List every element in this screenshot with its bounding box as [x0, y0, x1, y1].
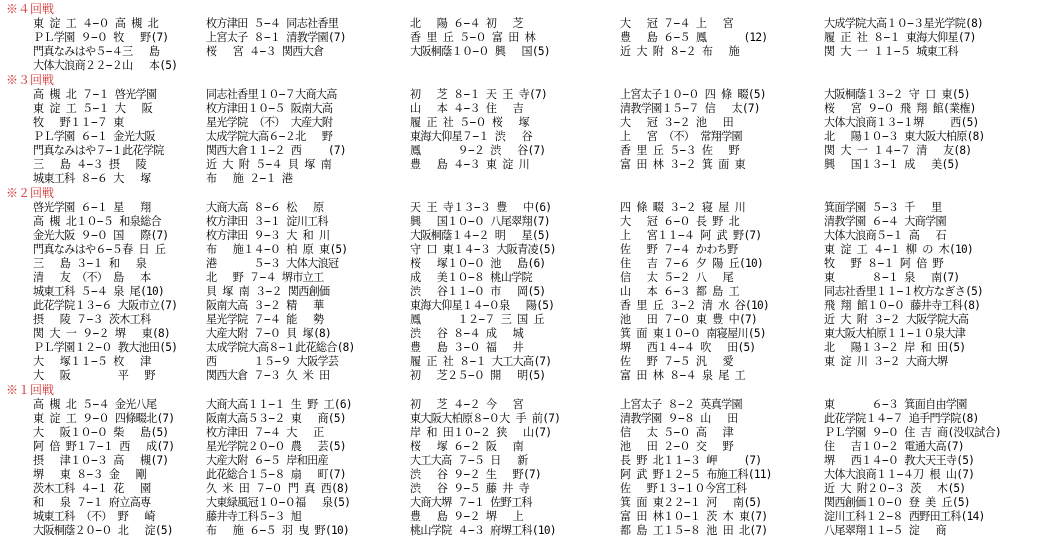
- game-result: 阿 武 野１２−５ 布施工科(11): [620, 468, 772, 481]
- game-result: 大 冠 ７−４ 上 宮: [620, 17, 734, 30]
- game-result: 豊 島 ６−５ 鳳 (12): [620, 31, 768, 44]
- game-result: 桜 宮 ４−３ 関西大倉: [206, 45, 324, 58]
- game-result: 大産大附 ７−０ 貝 塚(8): [206, 327, 332, 340]
- game-result: 阪南大高 ３−２ 精 華: [206, 299, 324, 312]
- results-row: [6, 369, 1050, 383]
- game-result: 堺 東 ８−３ 金 剛: [33, 468, 147, 481]
- game-result: 城東工科 （不） 野 崎: [33, 510, 155, 523]
- game-result: 淀川工科１２−８ 西野田工科(14): [824, 510, 985, 523]
- game-result: 近 大 附２０−３ 茨 木(5): [824, 482, 966, 495]
- game-result: 藤井寺工科５−３ 旭: [206, 510, 302, 523]
- results-row: [6, 299, 1050, 313]
- results-row: [6, 130, 1050, 144]
- game-result: 四 條 畷 ３−２ 寝 屋 川: [620, 201, 746, 214]
- game-result: 高 槻 北 ５−４ 金光八尾: [33, 398, 157, 411]
- game-result: 高 槻 北 ７−１ 啓光学園: [33, 88, 157, 101]
- results-row: [6, 468, 1050, 482]
- game-result: 長 野 北１１−３ 岬 (7): [620, 454, 762, 467]
- game-result: 関西創価１０−０ 登 美 丘(5): [824, 496, 970, 509]
- results-row: [6, 412, 1050, 426]
- game-result: 住 吉 ７−６ 夕 陽 丘(10): [620, 257, 763, 270]
- game-result: 香 里 丘 ５−３ 佐 野: [620, 144, 740, 157]
- game-result: 箕 面 東１０−０ 南寝屋川(5): [620, 327, 766, 340]
- game-result: 大東緑風冠１０−０福 泉(5): [206, 496, 351, 509]
- game-result: 金光大阪 ９−０ 国 際(7): [33, 229, 169, 242]
- game-result: 上 宮 （不） 常翔学園: [620, 130, 742, 143]
- game-result: 興 国１０−０ 八尾翠翔(7): [410, 215, 550, 228]
- game-result: 東海大仰星１４−０泉 陽(5): [410, 299, 555, 312]
- game-result: 牧 野 ８−１ 阿 倍 野: [824, 257, 944, 270]
- game-result: 貝 塚 南 ３−２ 関西創価: [206, 285, 330, 298]
- game-result: 信 太 ５−２ 八 尾: [620, 271, 734, 284]
- results-row: [6, 102, 1050, 116]
- round-section: [6, 2, 1050, 73]
- results-row: [6, 524, 1050, 538]
- results-row: [6, 229, 1050, 243]
- game-result: 門真なみはや６−５春 日 丘: [33, 243, 166, 256]
- game-result: 西 １５−９ 大阪学芸: [206, 355, 339, 368]
- game-result: 枚方津田 ３−１ 淀川工科: [206, 215, 328, 228]
- game-result: 北 野 ７−４ 堺市立工: [206, 271, 324, 284]
- round-title: ※２回戦: [6, 186, 55, 200]
- game-result: 東 ８−１ 泉 南(7): [824, 271, 960, 284]
- game-result: 大商大堺 ７−１ 佐野工科: [410, 496, 532, 509]
- results-row: [6, 59, 1050, 73]
- game-result: 佐 野１３−１０今宮工科: [620, 482, 747, 495]
- game-result: 東 ６−３ 箕面自由学園: [824, 398, 967, 411]
- game-result: 近 大 附 ３−２ 大阪学院大高: [824, 313, 969, 326]
- game-result: 清教学園 ６−４ 大商学園: [824, 215, 946, 228]
- game-result: 堺 西１４−４ 吹 田(5): [620, 341, 756, 354]
- game-result: 啓光学園 ６−１ 星 翔: [33, 201, 151, 214]
- game-result: 堺 西１４−０ 教大天王寺(5): [824, 454, 975, 467]
- game-result: 山 本 ４−３ 住 吉: [410, 102, 524, 115]
- game-result: 此花学院１４−７ 追手門学院(8): [824, 412, 979, 425]
- results-row: [6, 482, 1050, 496]
- game-result: 初 芝２５−０ 開 明(5): [410, 369, 546, 382]
- game-result: 渋 谷 ９−２ 生 野(7): [410, 468, 541, 481]
- game-result: 関西大倉 ７−３ 久 米 田: [206, 369, 330, 382]
- game-result: 星光学院 ７−４ 能 勢: [206, 313, 324, 326]
- game-result: 牧 野１１−７ 東: [33, 116, 124, 129]
- game-result: 枚方津田 ７−４ 大 正: [206, 426, 324, 439]
- game-result: 布 施 ６−５ 羽 曳 野(10): [206, 524, 349, 537]
- game-result: 山 本 ６−３ 都 島 工: [620, 285, 740, 298]
- game-result: 大産大附 ６−５ 岸和田産: [206, 454, 328, 467]
- game-result: 港 ５−３ 大体大浪冠: [206, 257, 339, 270]
- game-result: 初 芝 ８−１ 天 王 寺(7): [410, 88, 547, 101]
- game-result: 東 淀 工 ９−０ 四條畷北(7): [33, 412, 175, 425]
- results-row: [6, 496, 1050, 510]
- game-result: 東大阪大柏原１１−１０泉大津: [824, 327, 966, 340]
- game-result: 北 陽 ６−４ 初 芝: [410, 17, 524, 30]
- results-row: [6, 355, 1050, 369]
- game-result: 大阪桐蔭１０−０ 興 国(5): [410, 45, 550, 58]
- game-result: 岸 和 田１０−２ 狭 山(7): [410, 426, 552, 439]
- game-result: 富 田 林 ３−２ 箕 面 東: [620, 158, 746, 171]
- game-result: 三 島 ３−１ 和 泉: [33, 257, 147, 270]
- game-result: 北 陽１０−３ 東大阪大柏原(8): [824, 130, 985, 143]
- results-row: [6, 327, 1050, 341]
- game-result: 渋 谷 ９−５ 藤 井 寺: [410, 482, 530, 495]
- game-result: 高 槻 北１０−５ 和泉総合: [33, 215, 161, 228]
- results-row: [6, 215, 1050, 229]
- results-row: [6, 88, 1050, 102]
- game-result: 大体大浪商１３−１堺 西(5): [824, 116, 979, 129]
- game-result: 東大阪大柏原８−０大 手 前(7): [410, 412, 561, 425]
- game-result: 摂 陵 ７−３ 茨木工科: [33, 313, 151, 326]
- results-row: [6, 257, 1050, 271]
- game-result: 八尾翠翔１１−５ 淀 商: [824, 524, 946, 537]
- results-row: [6, 172, 1050, 186]
- game-result: 近 大 附 ５−４ 貝 塚 南: [206, 158, 332, 171]
- game-result: 門真なみはや７−１此花学院: [33, 144, 164, 157]
- game-result: 城東工科 ８−６ 大 塚: [33, 172, 151, 185]
- results-row: [6, 398, 1050, 412]
- results-row: [6, 17, 1050, 31]
- game-result: 大阪桐蔭１４−２ 明 星(5): [410, 229, 550, 242]
- game-result: 富 田 林１０−１ 茨 木 東(7): [620, 510, 768, 523]
- round-section: [6, 73, 1050, 186]
- game-result: ＰＬ学園 ９−０ 牧 野(7): [33, 31, 169, 44]
- game-result: 履 正 社 ８−１ 大工大高(7): [410, 355, 552, 368]
- results-row: [6, 313, 1050, 327]
- game-result: 上宮太子 ８−１ 清教学園(7): [206, 31, 346, 44]
- game-result: 三 島 ４−３ 摂 陵: [33, 158, 147, 171]
- results-row: [6, 341, 1050, 355]
- game-result: 大 阪 平 野: [33, 369, 155, 382]
- game-result: 布 施１４−０ 柏 原 東(5): [206, 243, 348, 256]
- game-result: 清 友 （不） 島 本: [33, 271, 151, 284]
- game-result: 清教学園 ９−８ 山 田: [620, 412, 738, 425]
- game-result: 阪南大高５３−２ 東 商(5): [206, 412, 346, 425]
- game-result: 箕面学園 ５−３ 千 里: [824, 201, 942, 214]
- game-result: 佐 野 ７−５ 汎 愛: [620, 355, 734, 368]
- results-row: [6, 440, 1050, 454]
- game-result: 太成学院大高６−２北 野: [206, 130, 333, 143]
- results-row: [6, 201, 1050, 215]
- game-result: 大阪桐蔭２０−０ 北 淀(5): [33, 524, 173, 537]
- game-result: 和 泉 ７−１ 府立高専: [33, 496, 151, 509]
- game-result: 豊 島 ９−２ 堺 上: [410, 510, 524, 523]
- game-result: 星光学院２０−０ 農 芸(5): [206, 440, 346, 453]
- game-result: 鳳 ９−２ 渋 谷(7): [410, 144, 546, 157]
- game-result: 関 大 一 １１−５ 城東工科: [824, 45, 958, 58]
- game-result: 阿 倍 野１７−１ 西 成(7): [33, 440, 175, 453]
- game-result: ＰＬ学園１２−０ 教大池田(5): [33, 341, 178, 354]
- game-result: 飛 翔 館１０−０ 藤井寺工科(8): [824, 299, 981, 312]
- round-title: ※３回戦: [6, 73, 55, 87]
- game-result: 大 冠 ３−２ 池 田: [620, 116, 734, 129]
- game-result: 枚方津田 ９−３ 大 和 川: [206, 229, 330, 242]
- results-row: [6, 158, 1050, 172]
- game-result: 鳳 １２−７ 三 国 丘: [410, 313, 544, 326]
- game-result: 住 吉１０−２ 電通大高(7): [824, 440, 964, 453]
- game-result: 桜 塚１０−０ 池 島(6): [410, 257, 546, 270]
- results-row: [6, 510, 1050, 524]
- game-result: 大商大高１１−１ 生 野 工(6): [206, 398, 352, 411]
- round-title: ※１回戦: [6, 383, 55, 397]
- results-row: [6, 45, 1050, 59]
- game-result: 佐 野 ７−４ かわち野: [620, 243, 738, 256]
- game-result: 摂 津１０−３ 高 槻(7): [33, 454, 169, 467]
- results-row: [6, 426, 1050, 440]
- game-result: 上宮太子１０−０ 四 條 畷(5): [620, 88, 766, 101]
- game-result: 信 太 ５−０ 高 津: [620, 426, 734, 439]
- game-result: 上宮太子 ８−２ 英真学園: [620, 398, 742, 411]
- game-result: 履 正 社 ８−１ 東海大仰星(7): [824, 31, 976, 44]
- game-result: 成 美１０−８ 桃山学院: [410, 271, 532, 284]
- game-result: 門真なみはや５−４三 島: [33, 45, 160, 58]
- game-result: 同志社香里１０−７大商大高: [206, 88, 337, 101]
- game-result: 桜 塚 ６−２ 阪 南: [410, 440, 524, 453]
- game-result: 富 田 林 ８−４ 泉 尾 工: [620, 369, 746, 382]
- game-result: 香 里 丘 ５−０ 富 田 林: [410, 31, 536, 44]
- game-result: 清教学園１５−７ 信 太(7): [620, 102, 760, 115]
- game-result: 東 淀 工 ４−０ 高 槻 北: [33, 17, 159, 30]
- game-result: 豊 島 ３−０ 福 井: [410, 341, 524, 354]
- game-result: 北 陽１３−２ 岸 和 田(5): [824, 341, 966, 354]
- results-row: [6, 144, 1050, 158]
- game-result: 大体大浪商５−１ 高 石: [824, 229, 946, 242]
- game-result: 池 田 ７−０ 東 豊 中(7): [620, 313, 757, 326]
- results-row: [6, 31, 1050, 45]
- game-result: 枚方津田１０−５ 阪南大高: [206, 102, 333, 115]
- game-result: 大工大高 ７−５ 日 新: [410, 454, 528, 467]
- game-result: 大 冠 ６−０ 長 野 北: [620, 215, 740, 228]
- game-result: 池 田 ２−０ 交 野: [620, 440, 734, 453]
- game-result: 関 大 一 ９−２ 堺 東(8): [33, 327, 170, 340]
- game-result: 渋 谷 ８−４ 成 城: [410, 327, 524, 340]
- game-result: 太成学院大高８−１此花総合(8): [206, 341, 355, 354]
- game-result: 箕 面 東２２−１ 河 南(5): [620, 496, 762, 509]
- game-result: 大体大浪商１１−４刀 根 山(7): [824, 468, 975, 481]
- game-result: 東 淀 川 ３−２ 大商大堺: [824, 355, 948, 368]
- game-result: 大体大浪商２２−２山 本(5): [33, 59, 178, 72]
- results-row: [6, 454, 1050, 468]
- game-result: ＰＬ学園 ９−０ 住 吉 商(没収試合): [824, 426, 1001, 439]
- game-result: 大阪桐蔭１３−２ 守 口 東(5): [824, 88, 970, 101]
- game-result: 上 宮１１−４ 阿 武 野(7): [620, 229, 762, 242]
- game-result: 布 施 ２−１ 港: [206, 172, 293, 185]
- results-sheet: [6, 2, 1050, 538]
- game-result: 都 島 工１５−８ 池 田 北(7): [620, 524, 768, 537]
- game-result: 大 阪１０−０ 柴 島(5): [33, 426, 169, 439]
- game-result: 大商大高 ８−６ 松 原: [206, 201, 324, 214]
- game-result: ＰＬ学園 ６−１ 金光大阪: [33, 130, 155, 143]
- game-result: 履 正 社 ５−０ 桜 塚: [410, 116, 530, 129]
- game-result: 東 淀 工 ４−１ 柳 の 木(10): [824, 243, 973, 256]
- game-result: 初 芝 ４−２ 今 宮: [410, 398, 524, 411]
- game-result: 大 塚１１−５ 枚 津: [33, 355, 151, 368]
- game-result: 渋 谷１１−０ 市 岡(5): [410, 285, 546, 298]
- results-row: [6, 271, 1050, 285]
- game-result: 茨木工科 ４−１ 花 園: [33, 482, 151, 495]
- game-result: 大成学院大高１０−３星光学院(8): [824, 17, 984, 30]
- game-result: 同志社香里１１−１枚方なぎさ(5): [824, 285, 984, 298]
- game-result: 桃山学院 ４−３ 府堺工科(10): [410, 524, 556, 537]
- round-title: ※４回戦: [6, 2, 55, 16]
- game-result: 豊 島 ４−３ 東 淀 川: [410, 158, 530, 171]
- game-result: 東 淀 工 ５−１ 大 阪: [33, 102, 153, 115]
- game-result: 香 里 丘 ３−２ 清 水 谷(10): [620, 299, 769, 312]
- round-section: [6, 383, 1050, 538]
- results-row: [6, 285, 1050, 299]
- game-result: 関 大 一 １４−７ 清 友(8): [824, 144, 972, 157]
- game-result: 天 王 寺１３−３ 豊 中(6): [410, 201, 552, 214]
- game-result: 枚方津田 ５−４ 同志社香里: [206, 17, 339, 30]
- game-result: 近 大 附 ８−２ 布 施: [620, 45, 740, 58]
- game-result: 星光学院 （不） 大産大附: [206, 116, 333, 129]
- game-result: 城東工科 ５−４ 泉 尾(10): [33, 285, 164, 298]
- game-result: 東海大仰星７−１ 渋 谷: [410, 130, 532, 143]
- game-result: 興 国１３−１ 成 美(5): [824, 158, 960, 171]
- game-result: 桜 宮 ９−０ 飛 翔 館(業権): [824, 102, 976, 115]
- game-result: 守 口 東１４−３ 大阪青凌(5): [410, 243, 556, 256]
- game-result: 此花総合１５−８ 扇 町(7): [206, 468, 346, 481]
- results-row: [6, 243, 1050, 257]
- game-result: 久 米 田 ７−０ 門 真 西(8): [206, 482, 349, 495]
- game-result: 関西大倉１１−２ 西 (7): [206, 144, 346, 157]
- results-row: [6, 116, 1050, 130]
- game-result: 此花学院１３−６ 大阪市立(7): [33, 299, 178, 312]
- round-section: [6, 186, 1050, 383]
